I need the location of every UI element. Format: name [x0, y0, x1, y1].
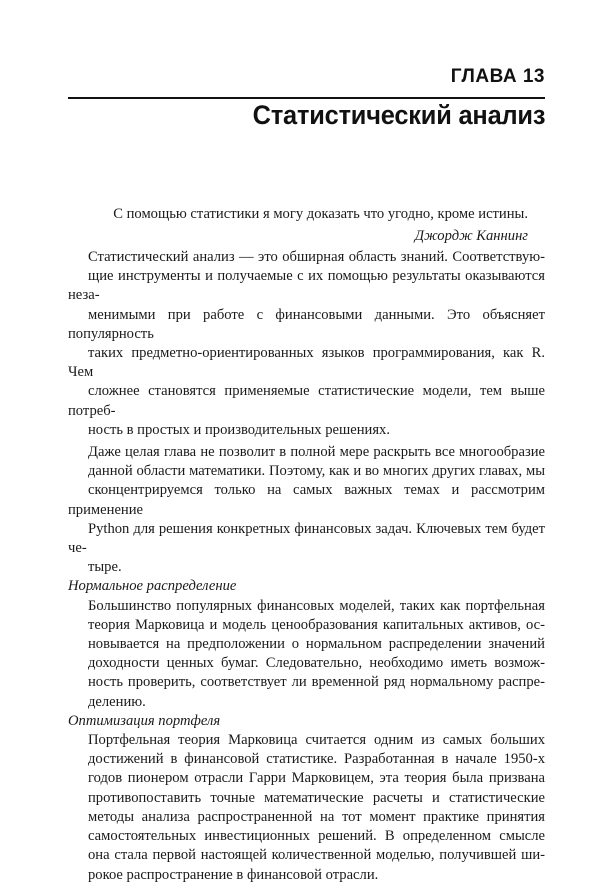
- topic-description: [68, 597, 545, 712]
- body-text: [68, 248, 545, 885]
- epigraph-author: Джордж Каннинг: [414, 228, 528, 244]
- text-line: самостоятельных инвестиционных решений. В определенном смысле: [88, 828, 545, 845]
- text-line: тыре.: [88, 559, 122, 576]
- paragraph-scope: [68, 443, 545, 577]
- epigraph-quote: С помощью статистики я могу доказать что угодно, кроме истины.: [113, 206, 528, 222]
- text-line: теория Марковица и модель ценообразования капитальных активов, ос-: [88, 616, 545, 633]
- text-line: щие инструменты и получаемые с их помощью результаты оказываются неза-: [68, 268, 545, 304]
- text-line: доходности ценных бумаг. Следовательно, необходимо иметь возмож-: [88, 655, 545, 672]
- text-line: Даже целая глава не позволит в полной мере раскрыть все многообразие: [88, 444, 545, 461]
- text-line: достижений в финансовой статистике. Разработанная в начале 1950-х: [88, 751, 545, 768]
- text-line: Статистический анализ — это обширная область знаний. Соответствую-: [88, 249, 545, 265]
- chapter-rule: [68, 97, 545, 99]
- chapter-title: Статистический анализ: [252, 100, 545, 130]
- text-line: Большинство популярных финансовых моделей, таких как портфельная: [88, 597, 545, 614]
- chapter-label: ГЛАВА 13: [450, 66, 545, 87]
- text-line: сконцентрируемся только на самых важных темах и рассмотрим применение: [68, 482, 545, 518]
- text-line: противопоставить точные математические расчеты и статистические: [88, 789, 545, 806]
- text-line: ность проверить, соответствует ли временной ряд нормальному распре-: [88, 674, 545, 691]
- text-line: Python для решения конкретных финансовых задач. Ключевых тем будет че-: [68, 520, 545, 557]
- text-line: новывается на предположении о нормальном распределении значений: [88, 636, 545, 653]
- text-line: менимыми при работе с финансовыми данными. Это объясняет популярность: [68, 306, 545, 342]
- text-line: сложнее становятся применяемые статистические модели, тем выше потреб-: [68, 383, 545, 419]
- text-line: годов пионером отрасли Гарри Марковицем, эта теория была призвана: [88, 770, 545, 787]
- text-line: делению.: [88, 693, 146, 710]
- text-line: рокое распространение в финансовой отрасли.: [88, 866, 379, 883]
- epigraph: [88, 203, 528, 247]
- text-line: данной области математики. Поэтому, как и во многих других главах, мы: [88, 463, 545, 480]
- topic-term: Нормальное распределение: [68, 578, 237, 595]
- topic-description: [68, 731, 545, 885]
- text-line: таких предметно-ориентированных языков программирования, как R. Чем: [68, 345, 545, 381]
- topic-term: Оптимизация портфеля: [68, 712, 221, 729]
- text-line: методы анализа распространенной на тот момент практике принятия: [88, 808, 545, 825]
- text-line: она стала первой настоящей количественной моделью, получившей ши-: [88, 847, 545, 864]
- text-line: ность в простых и производительных решениях.: [88, 421, 391, 438]
- text-line: Портфельная теория Марковица считается одним из самых больших: [88, 732, 545, 749]
- paragraph-intro: [68, 248, 545, 440]
